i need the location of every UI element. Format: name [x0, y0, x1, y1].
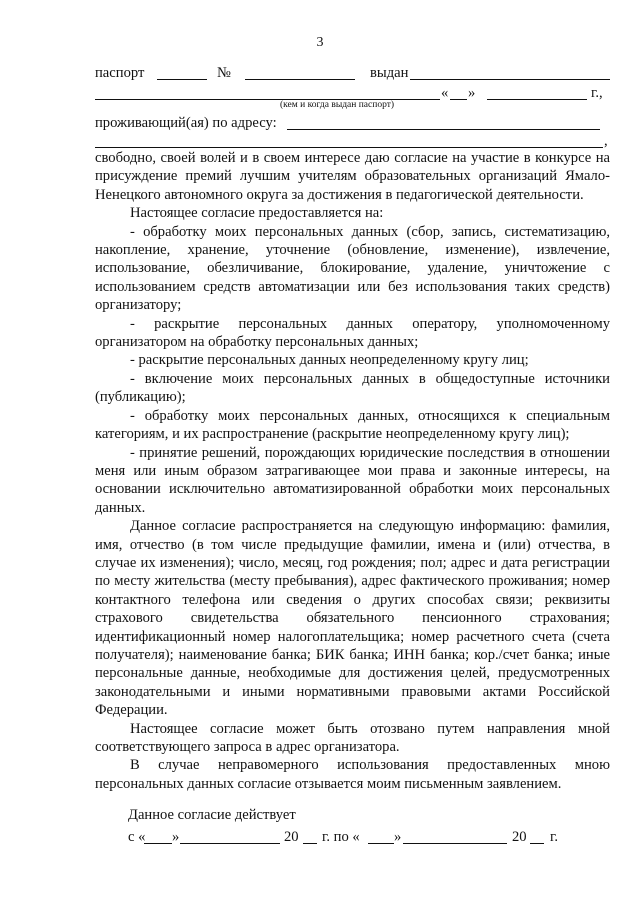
- address-comma: ,: [604, 133, 608, 149]
- validity-from-label: с «: [128, 829, 146, 845]
- to-month-field[interactable]: [403, 828, 507, 844]
- to-year-field[interactable]: [530, 828, 544, 844]
- consent-item-disclosure-public: - раскрытие персональных данных неопределенному кругу лиц;: [130, 352, 529, 369]
- to-year-suffix: г.: [550, 829, 558, 845]
- passport-series-field[interactable]: [157, 64, 207, 80]
- to-quote-close: »: [394, 829, 402, 845]
- consent-scope: Данное согласие распространяется на следующую информацию: фамилия, имя, отчество (в том числе предыдущие фамилии, имена и (или) отчества, в случае их изменения); число, месяц, год рождения; пол; адрес и дата регистрации по месту жительства (месту пребывания), адрес фактического проживания; номер контактного телефона или сведения о других способах связи; реквизиты страхового свидетельства обязательного пенсионного страхования; идентификационный номер налогоплательщика; номер расчетного счета (счета получателя); наименование банка; БИК банка; ИНН банка; кор./счет банка; иные персональные данные, необходимые для достижения целей, предусмотренных законодательными и иными нормативными правовыми актами Российской Федерации.: [95, 518, 610, 719]
- consent-item-processing: - обработку моих персональных данных (сбор, запись, систематизацию, накопление, хранение, уточнение (обновление, изменение), извлечение, использование, обезличивание, блокирование, удаление, уничтожение с использованием средств автоматизации или без использования таких средств) организатору;: [95, 223, 610, 314]
- address-row: [95, 114, 610, 134]
- consent-intro: свободно, своей волей и в своем интересе даю согласие на участие в конкурсе на присуждение премий лучшим учителям образовательных организаций Ямало-Ненецкого автономного округа за достижения в педагогической деятельности.: [95, 150, 610, 203]
- page-number: 3: [316, 35, 324, 50]
- validity-title: Данное согласие действует: [128, 807, 296, 823]
- consent-body: [95, 149, 610, 793]
- issued-day-field[interactable]: [450, 84, 467, 100]
- passport-number-field[interactable]: [245, 64, 355, 80]
- to-year-prefix: 20: [512, 829, 527, 845]
- consent-misuse: В случае неправомерного использования предоставленных мною персональных данных согласие отзывается моим письменным заявлением.: [95, 757, 610, 792]
- issued-label: выдан: [370, 65, 409, 81]
- consent-revocation: Настоящее согласие может быть отозвано путем направления мной соответствующего запроса в адрес организатора.: [95, 720, 610, 755]
- year-suffix: г.,: [591, 85, 603, 101]
- consent-provided-for: Настоящее согласие предоставляется на:: [130, 205, 384, 222]
- issued-caption: (кем и когда выдан паспорт): [280, 100, 395, 110]
- consent-item-disclosure-operator: - раскрытие персональных данных оператору, уполномоченному организатором на обработку персональных данных;: [95, 315, 610, 351]
- passport-number-label: №: [217, 65, 231, 81]
- consent-item-automated-decisions: - принятие решений, порождающих юридические последствия в отношении меня или иным образом затрагивающее мои права и законные интересы, на основании исключительно автоматизированной обработки моих персональных данных.: [95, 444, 610, 516]
- issued-by-continued-field[interactable]: [95, 84, 440, 100]
- from-quote-close: »: [172, 829, 180, 845]
- to-label: г. по «: [322, 829, 360, 845]
- from-day-field[interactable]: [144, 828, 172, 844]
- quote-open: «: [441, 85, 449, 101]
- issued-month-field[interactable]: [487, 84, 587, 100]
- consent-item-special-categories: - обработку моих персональных данных, относящихся к специальным категориям, и их распространение (раскрытие неопределенному кругу лиц);: [95, 407, 610, 443]
- address-field[interactable]: [287, 114, 600, 130]
- address-continued-field[interactable]: [95, 132, 603, 148]
- passport-row: [95, 64, 610, 84]
- issued-by-field[interactable]: [410, 64, 610, 80]
- consent-item-publication: - включение моих персональных данных в общедоступные источники (публикацию);: [95, 370, 610, 406]
- passport-label: паспорт: [95, 65, 145, 81]
- address-label: проживающий(ая) по адресу:: [95, 115, 277, 131]
- validity-period-row: [128, 828, 578, 848]
- from-year-field[interactable]: [303, 828, 317, 844]
- quote-close: »: [468, 85, 476, 101]
- to-day-field[interactable]: [368, 828, 394, 844]
- from-month-field[interactable]: [180, 828, 280, 844]
- from-year-prefix: 20: [284, 829, 299, 845]
